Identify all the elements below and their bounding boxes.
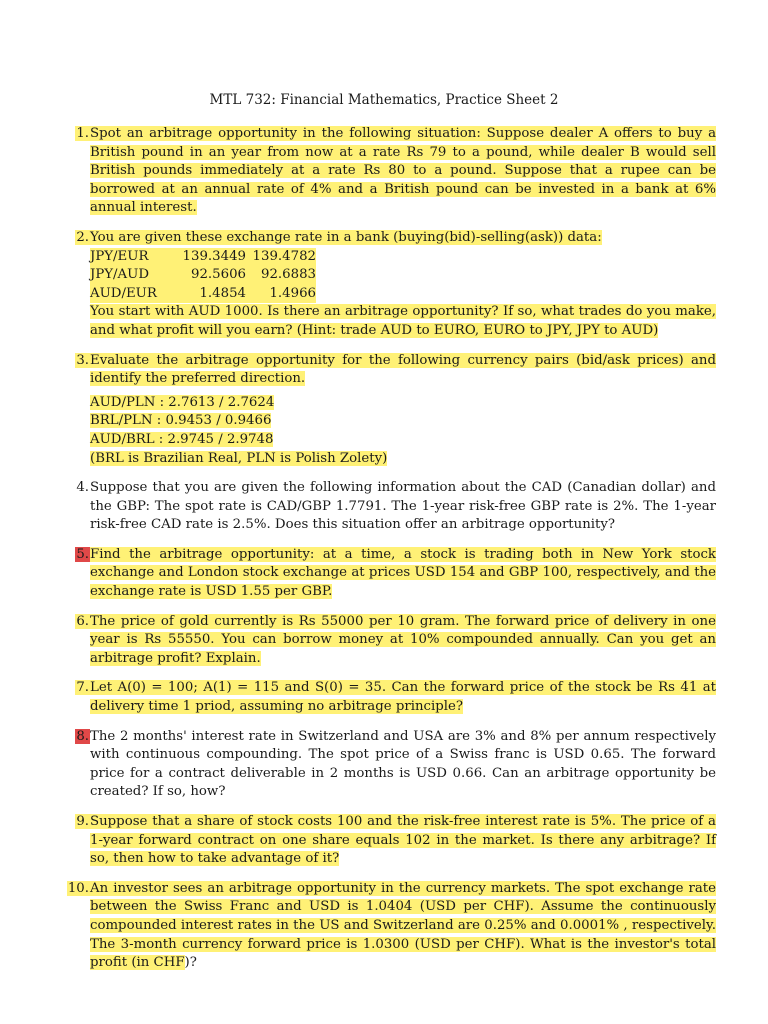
rate-row: [90, 266, 716, 285]
problem-text: The price of gold currently is Rs 55000 per 10 gram. The forward price of delivery in one year is Rs 55550. You can borrow money at 10% compounded annually. Can you get an arbitrage profit? Explain.: [90, 613, 716, 666]
problem-text: Suppose that you are given the following information about the CAD (Canadian dollar) and the GBP: The spot rate is CAD/GBP 1.7791. The 1-year risk-free GBP rate is 2%. The 1-year risk-free CAD rate is 2.5%. Does this situation offer an arbitrage opportunity?: [90, 480, 716, 533]
problem-4: [66, 479, 716, 535]
rate-pair: JPY/AUD: [90, 267, 150, 283]
rate-ask: 139.4782: [252, 248, 316, 264]
problem-number: 9.: [76, 814, 89, 829]
problem-5: [66, 546, 716, 602]
rate-bid: 92.5606: [191, 267, 246, 283]
problem-list: [66, 125, 716, 984]
problem-text: Spot an arbitrage opportunity in the following situation: Suppose dealer A offers to buy a British pound in an year from now at a rate Rs 79 to a pound, while dealer B would sell British pounds immediately at a rate Rs 80 to a pound. Suppose that a rupee can be borrowed at an annual rate of 4% and a British pound can be invested in a bank at 6% annual interest.: [90, 126, 716, 216]
problem-number: 3.: [76, 352, 89, 368]
pair-note: (BRL is Brazilian Real, PLN is Polish Zolety): [90, 450, 388, 466]
pair-line: AUD/PLN : 2.7613 / 2.7624: [90, 394, 275, 410]
problem-intro: You are given these exchange rate in a bank (buying(bid)-selling(ask)) data:: [90, 229, 602, 245]
problem-6: [66, 613, 716, 669]
problem-10: [66, 880, 716, 973]
rate-bid: 139.3449: [182, 248, 246, 264]
pair-line: AUD/BRL : 2.9745 / 2.9748: [90, 431, 274, 447]
problem-9: [66, 813, 716, 869]
problem-number: 4.: [76, 480, 89, 496]
problem-number: 7.: [76, 680, 89, 696]
problem-1: [66, 125, 716, 218]
problem-number: 1.: [76, 126, 89, 141]
rate-row: [90, 285, 716, 304]
rate-pair: AUD/EUR: [90, 285, 157, 301]
problem-number: 2.: [76, 229, 89, 245]
rate-pair: JPY/EUR: [90, 248, 149, 264]
problem-number-flagged: 8.: [76, 728, 89, 744]
problem-text: Let A(0) = 100; A(1) = 115 and S(0) = 35. Can the forward price of the stock be Rs 41 at delivery time 1 priod, assuming no arbitrage principle?: [90, 680, 716, 715]
rate-ask: 1.4966: [269, 285, 316, 301]
problem-number: 6.: [76, 613, 89, 629]
rate-table: [90, 248, 716, 304]
currency-pairs: [90, 394, 716, 468]
problem-number-flagged: 5.: [76, 546, 89, 562]
problem-question: You start with AUD 1000. Is there an arbitrage opportunity? If so, what trades do you make, and what profit will you earn? (Hint: trade AUD to EURO, EURO to JPY, JPY to AUD): [90, 304, 716, 338]
problem-2: [66, 229, 716, 341]
problem-7: [66, 679, 716, 716]
problem-text: Find the arbitrage opportunity: at a time, a stock is trading both in New York stock exchange and London stock exchange at prices USD 154 and GBP 100, respectively, and the exchange rate is USD 1.55 per GBP.: [90, 546, 716, 600]
problem-text: Evaluate the arbitrage opportunity for the following currency pairs (bid/ask prices) and identify the preferred direction.: [90, 352, 716, 387]
problem-8: [66, 728, 716, 802]
problem-text: Suppose that a share of stock costs 100 and the risk-free interest rate is 5%. The price of a 1-year forward contract on one share equals 102 in the market. Is there any arbitrage? If so, then how to take advantage of it?: [90, 814, 716, 867]
rate-bid: 1.4854: [199, 285, 246, 301]
pair-line: BRL/PLN : 0.9453 / 0.9466: [90, 413, 272, 429]
problem-text-tail: )?: [184, 955, 197, 971]
problem-text: The 2 months' interest rate in Switzerland and USA are 3% and 8% per annum respectively with continuous compounding. The spot price of a Swiss franc is USD 0.65. The forward price for a contract deliverable in 2 months is USD 0.66. Can an arbitrage opportunity be created? If so, how?: [90, 728, 716, 800]
rate-row: [90, 248, 716, 267]
problem-number: 10.: [67, 880, 89, 896]
problem-text: An investor sees an arbitrage opportunity in the currency markets. The spot exchange rate between the Swiss Franc and USD is 1.0404 (USD per CHF). Assume the continuously compounded interest rates in the US and Switzerland are 0.25% and 0.0001% , respectively. The 3-month currency forward price is 1.0300 (USD per CHF). What is the investor's total profit (in CHF: [90, 880, 716, 971]
problem-3: [66, 352, 716, 469]
page-title: MTL 732: Financial Mathematics, Practice Sheet 2: [209, 92, 559, 108]
rate-ask: 92.6883: [261, 267, 316, 283]
